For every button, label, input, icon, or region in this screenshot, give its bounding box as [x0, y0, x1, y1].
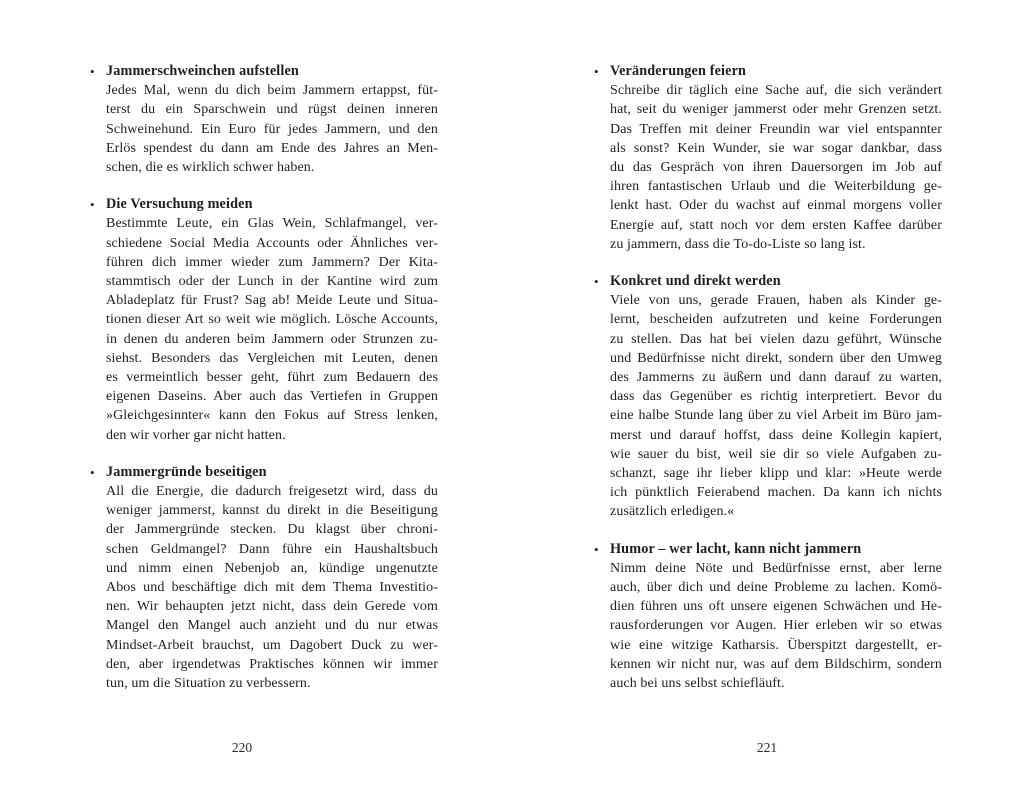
text-line: kennen wir nicht nur, was auf dem Bildschirm, sondern — [610, 656, 942, 672]
text-line: All die Energie, die dadurch freigesetzt wird, dass du — [106, 484, 438, 500]
text-line: Schweinehund. Ein Euro für jedes Jammern, und den — [106, 121, 438, 137]
bullet-icon: • — [594, 274, 599, 290]
text-line: und nimm einen Nebenjob an, kündige ungenutzte — [106, 560, 438, 576]
text-line: rausforderungen vor Augen. Hier erleben wir so etwas — [610, 618, 942, 634]
text-line: tionen dieser Art so weit wie möglich. Lösche Accounts, — [106, 312, 438, 328]
bullet-section — [90, 62, 438, 177]
section-title: Jammerschweinchen aufstellen — [106, 63, 299, 79]
bullet-icon: • — [90, 464, 95, 480]
text-line: und Bedürfnisse nicht direkt, sondern über den Umweg — [610, 350, 942, 366]
text-line: du das Gespräch von ihren Dauersorgen im Job auf — [610, 160, 942, 176]
bullet-section — [90, 463, 438, 693]
section-title: Die Versuchung meiden — [106, 196, 253, 213]
bullet-section — [594, 272, 942, 522]
text-line: zu stellen. Das hat bei vielen dazu geführt, Wünsche — [610, 331, 942, 347]
text-line: als sonst? Kein Wunder, sie war sogar dankbar, dass — [610, 140, 942, 156]
text-line: schen, die es wirklich schwer haben. — [106, 160, 315, 176]
text-line: Nimm deine Nöte und Bedürfnisse ernst, aber lerne — [610, 560, 942, 576]
text-line: Mindset-Arbeit brauchst, um Dagobert Duck zu wer- — [106, 637, 438, 653]
text-line: terst du ein Sparschwein und rügst deinen inneren — [106, 102, 438, 118]
text-line: Das Treffen mit deiner Freundin war viel entspannter — [610, 121, 942, 137]
bullet-icon: • — [90, 64, 95, 79]
text-line: auch, über dich und deine Probleme zu lachen. Komö- — [610, 580, 942, 596]
text-line: eine halbe Stunde lang über zu viel Arbeit im Büro jam- — [610, 408, 942, 424]
section-title: Veränderungen feiern — [610, 63, 747, 79]
text-line: tun, um die Situation zu verbessern. — [106, 676, 311, 692]
bullet-icon: • — [594, 64, 599, 79]
page-number-left: 220 — [231, 740, 253, 755]
section-title: Humor – wer lacht, kann nicht jammern — [610, 540, 862, 557]
text-line: wie eine witzige Katharsis. Überspitzt dargestellt, er- — [610, 637, 942, 653]
text-line: Jedes Mal, wenn du dich beim Jammern ertappst, füt- — [106, 83, 438, 99]
text-line: Abos und beschäftige dich mit dem Thema Investitio- — [106, 580, 438, 596]
text-line: führen dich immer wieder zum Jammern? Der Kita- — [106, 254, 438, 270]
text-line: zusätzlich erledigen.« — [610, 504, 735, 520]
text-line: merst und darauf hoffst, dass deine Kollegin kapiert, — [610, 427, 942, 443]
text-line: des Jammerns zu äußern und dann darauf zu warten, — [610, 370, 942, 386]
text-line: schen Geldmangel? Dann führe ein Haushaltsbuch — [106, 541, 438, 557]
bullet-section — [594, 540, 942, 694]
text-line: Schreibe dir täglich eine Sache auf, die sich verändert — [610, 83, 942, 99]
text-line: dass das Gegenüber es richtig interpretiert. Bevor du — [610, 389, 942, 405]
text-line: Abladeplatz für Frust? Sag ab! Meide Leute und Situa- — [106, 293, 438, 309]
text-line: den, aber irgendetwas Praktisches können wir immer — [106, 656, 438, 672]
section-title: Konkret und direkt werden — [610, 273, 781, 290]
text-line: schiedene Social Media Accounts oder Ähnliches ver- — [106, 235, 438, 251]
text-line: den wir vorher gar nicht hatten. — [106, 427, 286, 443]
bullet-section — [594, 62, 942, 254]
page-number-right: 221 — [756, 740, 778, 755]
text-line: es vermeintlich besser geht, führt zum Bedauern des — [106, 370, 438, 386]
text-line: zu jammern, dass die To-do-Liste so lang ist. — [610, 236, 866, 252]
text-line: in denen du anderen beim Jammern oder Strunzen zu- — [106, 331, 438, 347]
text-line: lenkt hast. Oder du wachst auf einmal morgens voller — [610, 198, 942, 214]
text-line: lernt, bescheiden aufzutreten und keine Forderungen — [610, 312, 942, 328]
bullet-icon: • — [90, 197, 95, 213]
bullet-section — [90, 195, 438, 445]
text-line: wie sauer du bist, weil sie dir so viele Aufgaben zu- — [610, 446, 942, 462]
bullet-icon: • — [594, 541, 599, 557]
text-line: siehst. Besonders das Vergleichen mit Leuten, denen — [106, 350, 438, 366]
right-page — [594, 62, 942, 711]
text-line: »Gleichgesinnter« kann den Fokus auf Stress lenken, — [106, 408, 438, 424]
text-line: auch bei uns selbst schiefläuft. — [610, 676, 785, 692]
left-page — [90, 62, 438, 711]
text-line: stammtisch oder der Lunch in der Kantine wird zum — [106, 274, 438, 290]
text-line: eigenen Daseins. Aber auch das Vertiefen in Gruppen — [106, 389, 438, 405]
text-line: ihren fantastischen Urlaub und die Weiterbildung ge- — [610, 179, 942, 195]
section-title: Jammergründe beseitigen — [106, 463, 267, 480]
text-line: dien führen uns oft unsere eigenen Schwächen und He- — [610, 599, 942, 615]
text-line: Bestimmte Leute, ein Glas Wein, Schlafmangel, ver- — [106, 216, 438, 232]
text-line: hat, seit du weniger jammerst oder mehr Grenzen setzt. — [610, 102, 942, 118]
text-line: der Jammergründe stecken. Du klagst über chroni- — [106, 522, 438, 538]
text-line: Mangel den Mangel auch anzieht und du nur etwas — [106, 618, 438, 634]
text-line: nen. Wir behaupten jetzt nicht, dass dein Gerede vom — [106, 599, 438, 615]
text-line: weniger jammerst, kannst du direkt in die Beseitigung — [106, 503, 438, 519]
text-line: Energie auf, statt noch vor dem ersten Kaffee darüber — [610, 217, 942, 233]
text-line: schanzt, sage ihr lieber klipp und klar: »Heute werde — [610, 466, 942, 482]
text-line: Viele von uns, gerade Frauen, haben als Kinder ge- — [610, 293, 942, 309]
text-line: ich pünktlich Feierabend machen. Da kann ich nichts — [610, 485, 942, 501]
text-line: Erlös spendest du dann am Ende des Jahres an Men- — [106, 140, 438, 156]
